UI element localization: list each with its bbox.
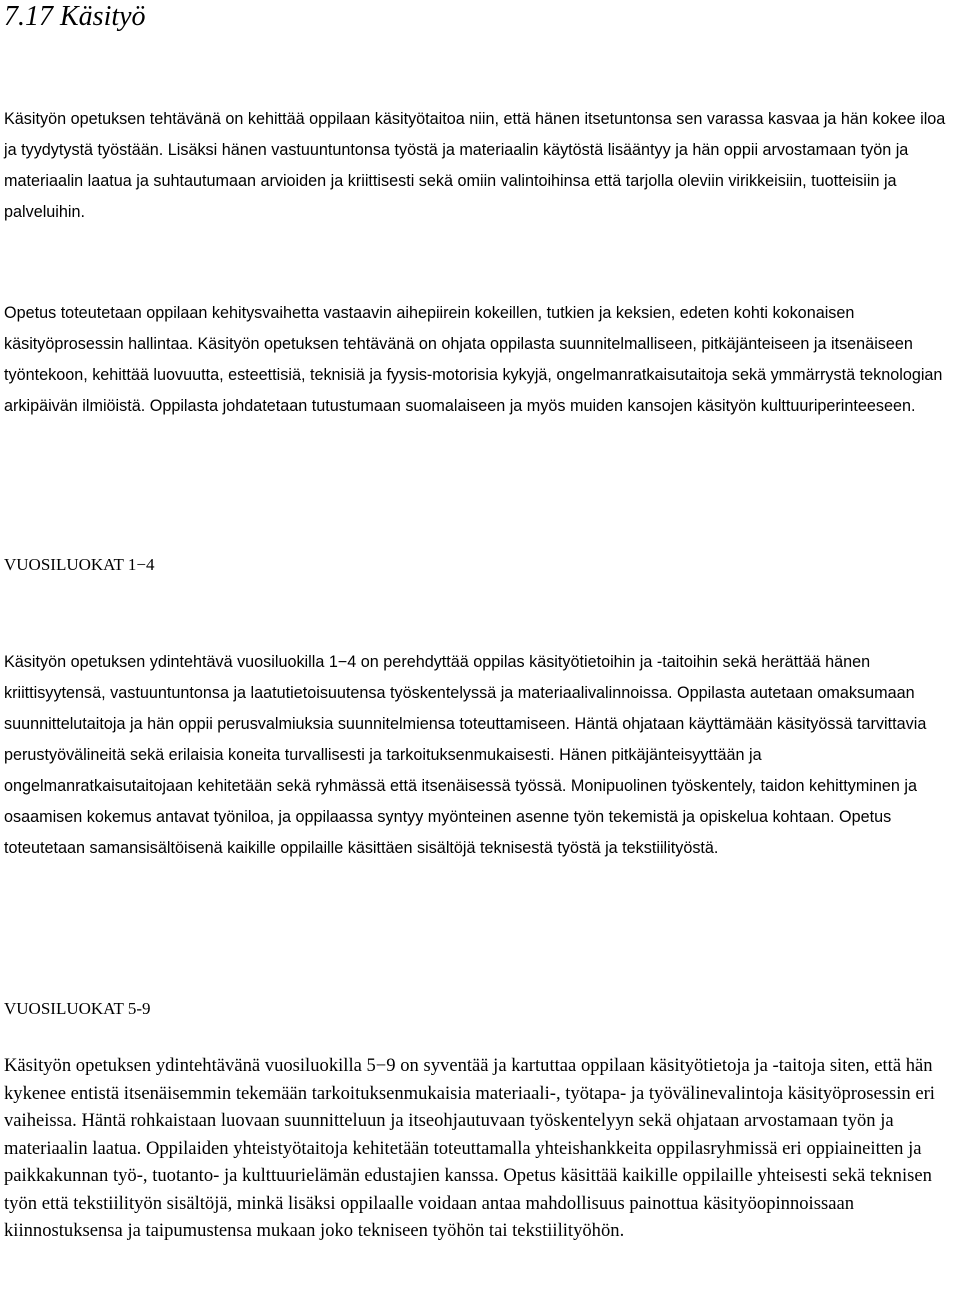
section-heading-grades-5-9: VUOSILUOKAT 5-9 [4, 999, 151, 1018]
second-paragraph: Opetus toteutetaan oppilaan kehitysvaihetta vastaavin aihepiirein kokeillen, tutkien ja keksien, edeten kohti kokonaisen käsityöprosessin hallintaa. Käsityön opetuksen tehtävänä on ohjata oppilasta suunnitelmalliseen, pitkäjänteiseen ja itsenäiseen työntekoon, kehittää luovuutta, esteettisiä, teknisiä ja fyysis-motorisia kykyjä, ongelmanratkaisutaitoja sekä ymmärrystä teknologian arkipäivän ilmiöistä. Oppilasta johdatetaan tutustumaan suomalaiseen ja myös muiden kansojen käsityön kulttuuriperinteeseen. [4, 304, 943, 415]
section-heading-grades-1-4: VUOSILUOKAT 1−4 [4, 555, 155, 574]
section-paragraph-grades-5-9: Käsityön opetuksen ydintehtävänä vuosiluokilla 5−9 on syventää ja kartuttaa oppilaan käsityötietoja ja -taitoja siten, että hän kykenee entistä itsenäisemmin tekemään tarkoituksenmukaisia materiaali-, työtapa- ja työvälinevalintoja käsityöprosessin eri vaiheissa. Häntä rohkaistaan luovaan suunnitteluun ja itseohjautuvaan työskentelyyn sekä ohjataan arvostamaan työn ja materiaalin laatua. Oppilaiden yhteistyötaitoja kehitetään toteuttamalla yhteishankkeita oppilasryhmissä eri oppiaineitten ja paikkakunnan työ-, tuotanto- ja kulttuurielämän edustajien kanssa. Opetus käsittää kaikille oppilaille yhteisesti sekä teknisen työn että tekstiilityön sisältöjä, minkä lisäksi oppilaalle voidaan antaa mahdollisuus painottua käsityöopinnoissaan kiinnostuksensa ja taipumustensa mukaan joko tekniseen työhön tai tekstiilityöhön. [4, 1055, 935, 1241]
section-paragraph-grades-1-4: Käsityön opetuksen ydintehtävä vuosiluokilla 1−4 on perehdyttää oppilas käsityötietoihin ja -taitoihin sekä herättää hänen kriittisyytensä, vastuuntuntonsa ja laatutietoisuutensa työskentelyssä ja materiaalivalinnoissa. Oppilasta autetaan omaksumaan suunnittelutaitoja ja hän oppii perusvalmiuksia suunnitelmiensa toteuttamiseen. Häntä ohjataan käyttämään käsityössä tarvittavia perustyövälineitä sekä erilaisia koneita turvallisesti ja tarkoituksenmukaisesti. Hänen pitkäjänteisyyttään ja ongelmanratkaisutaitojaan kehitetään sekä ryhmässä että itsenäisessä työssä. Monipuolinen työskentely, taidon kehittyminen ja osaamisen kokemus antavat työniloa, ja oppilaassa syntyy myönteinen asenne työn tekemistä ja opiskelua kohtaan. Opetus toteutetaan samansisältöisenä kaikille oppilaille käsittäen sisältöjä teknisestä työstä ja tekstiilityöstä. [4, 653, 927, 857]
intro-paragraph: Käsityön opetuksen tehtävänä on kehittää oppilaan käsityötaitoa niin, että hänen itsetuntonsa sen varassa kasvaa ja hän kokee iloa ja tyydytystä työstään. Lisäksi hänen vastuuntuntonsa työstä ja materiaalin käytöstä lisääntyy ja hän oppii arvostamaan työn ja materiaalin laatua ja suhtautumaan arvioiden ja kriittisesti sekä omiin valintoihinsa että tarjolla oleviin virikkeisiin, tuotteisiin ja palveluihin. [4, 110, 946, 221]
page-title: 7.17 Käsityö [4, 1, 146, 32]
